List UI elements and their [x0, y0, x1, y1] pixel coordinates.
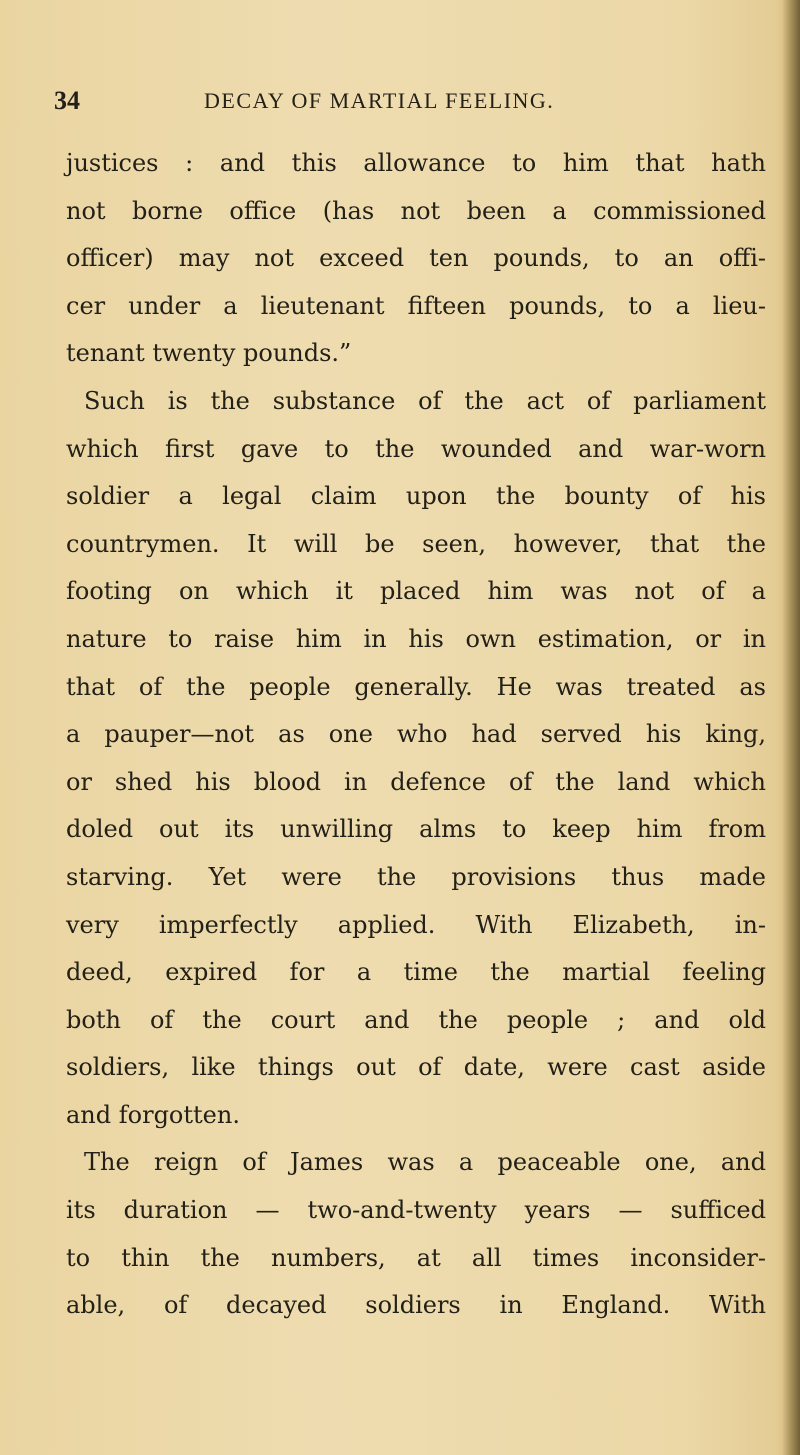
text-line: its duration — two-and-twenty years — sufficed: [66, 1196, 766, 1225]
text-line: footing on which it placed him was not of a: [66, 577, 766, 606]
text-line: starving. Yet were the provisions thus made: [66, 862, 766, 891]
page-edge-shadow: [782, 0, 800, 1455]
text-line: not borne office (has not been a commissioned: [66, 196, 766, 225]
text-line: both of the court and the people ; and old: [66, 1005, 766, 1034]
text-line: nature to raise him in his own estimation, or in: [66, 624, 766, 653]
text-line: or shed his blood in defence of the land which: [66, 767, 766, 796]
text-line: able, of decayed soldiers in England. With: [66, 1291, 766, 1320]
text-line: cer under a lieutenant fifteen pounds, to a lieu-: [66, 291, 766, 320]
text-line: very imperfectly applied. With Elizabeth, in-: [66, 910, 766, 939]
text-line: officer) may not exceed ten pounds, to an offi-: [66, 244, 766, 273]
text-line: doled out its unwilling alms to keep him from: [66, 815, 766, 844]
text-line: and forgotten.: [66, 1100, 240, 1129]
text-line: Such is the substance of the act of parliament: [84, 386, 766, 415]
text-line: justices : and this allowance to him that hath: [66, 149, 766, 177]
body-text: [66, 140, 766, 1330]
text-line: a pauper—not as one who had served his king,: [66, 720, 766, 749]
page-number: 34: [54, 86, 80, 115]
text-line: deed, expired for a time the martial feeling: [66, 958, 766, 987]
text-line: The reign of James was a peaceable one, and: [84, 1148, 766, 1177]
text-line: which first gave to the wounded and war-worn: [66, 434, 766, 463]
text-line: tenant twenty pounds.”: [66, 339, 352, 368]
page-header: [54, 86, 754, 116]
text-line: soldier a legal claim upon the bounty of his: [66, 482, 766, 511]
running-title: DECAY OF MARTIAL FEELING.: [204, 88, 555, 113]
text-line: to thin the numbers, at all times inconsider-: [66, 1243, 766, 1272]
text-line: soldiers, like things out of date, were cast aside: [66, 1053, 766, 1082]
text-line: countrymen. It will be seen, however, that the: [66, 529, 766, 558]
text-line: that of the people generally. He was treated as: [66, 672, 766, 701]
